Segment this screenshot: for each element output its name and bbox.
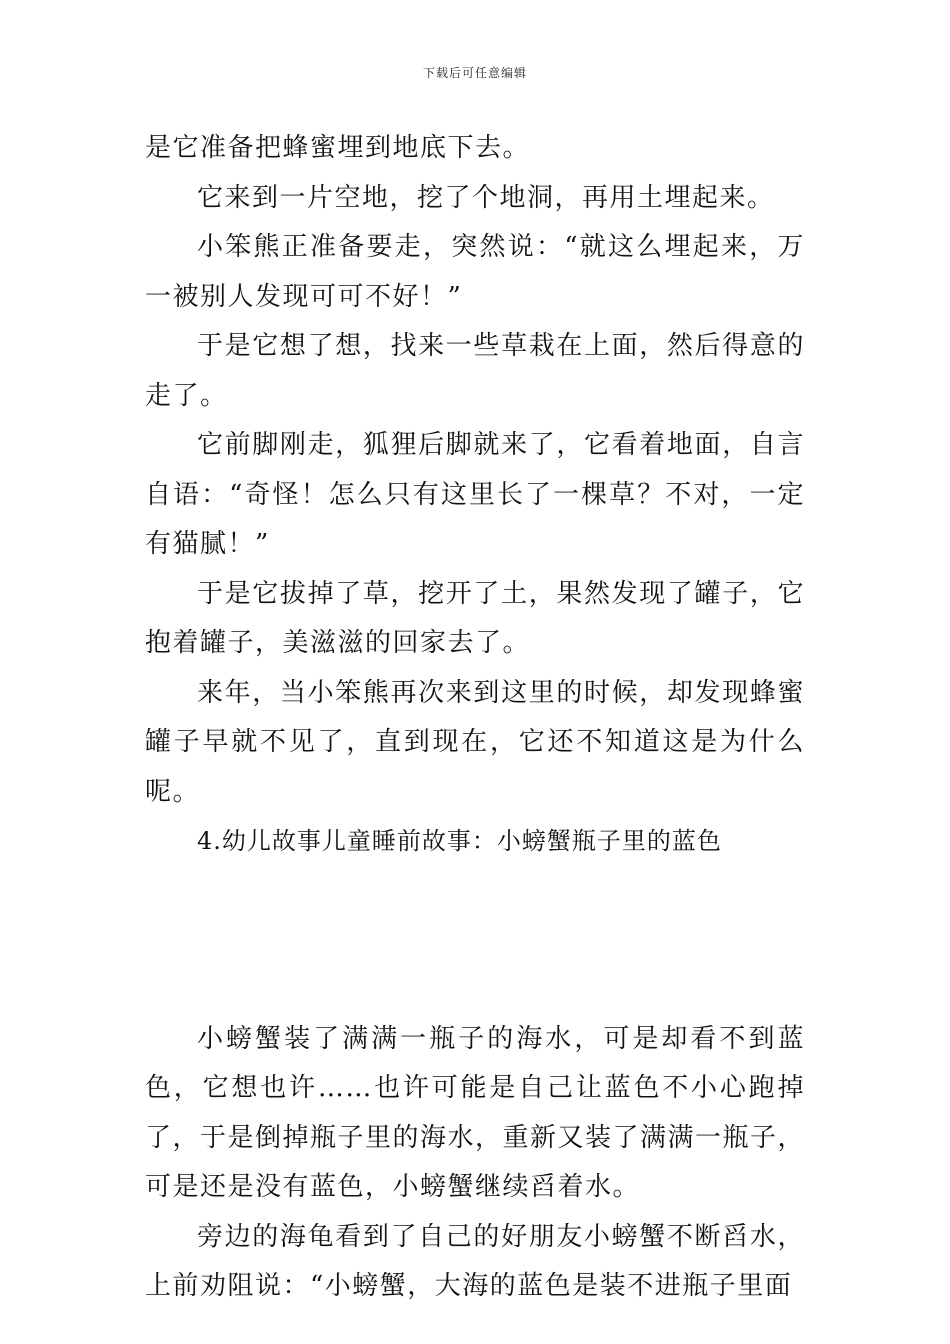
page-header: 下载后可任意编辑 [422,66,527,80]
paragraph: 来年，当小笨熊再次来到这里的时候，却发现蜂蜜罐子早就不见了，直到现在，它还不知道这是为什么呢。 [145,677,805,807]
paragraph: 它来到一片空地，挖了个地洞，再用土埋起来。 [197,182,775,213]
section-heading: 4.幼儿故事儿童睡前故事：小螃蟹瓶子里的蓝色 [197,827,722,855]
document-body [145,124,805,1312]
paragraph: 小螃蟹装了满满一瓶子的海水，可是却看不到蓝色，它想也许……也许可能是自己让蓝色不小心跑掉了，于是倒掉瓶子里的海水，重新又装了满满一瓶子，可是还是没有蓝色，小螃蟹继续舀着水。 [145,1023,806,1202]
paragraph: 是它准备把蜂蜜埋到地底下去。 [145,133,531,163]
paragraph: 它前脚刚走，狐狸后脚就来了，它看着地面，自言自语：“奇怪！怎么只有这里长了一棵草？不对，一定有猫腻！” [145,430,805,559]
paragraph: 于是它想了想，找来一些草栽在上面，然后得意的走了。 [145,331,805,411]
paragraph: 于是它拔掉了草，挖开了土，果然发现了罐子，它抱着罐子，美滋滋的回家去了。 [145,578,805,658]
paragraph: 旁边的海龟看到了自己的好朋友小螃蟹不断舀水，上前劝阻说：“小螃蟹，大海的蓝色是装不进瓶子里面 [145,1221,805,1301]
blank-space [145,867,805,1015]
paragraph: 小笨熊正准备要走，突然说：“就这么埋起来，万一被别人发现可可不好！” [145,232,805,312]
